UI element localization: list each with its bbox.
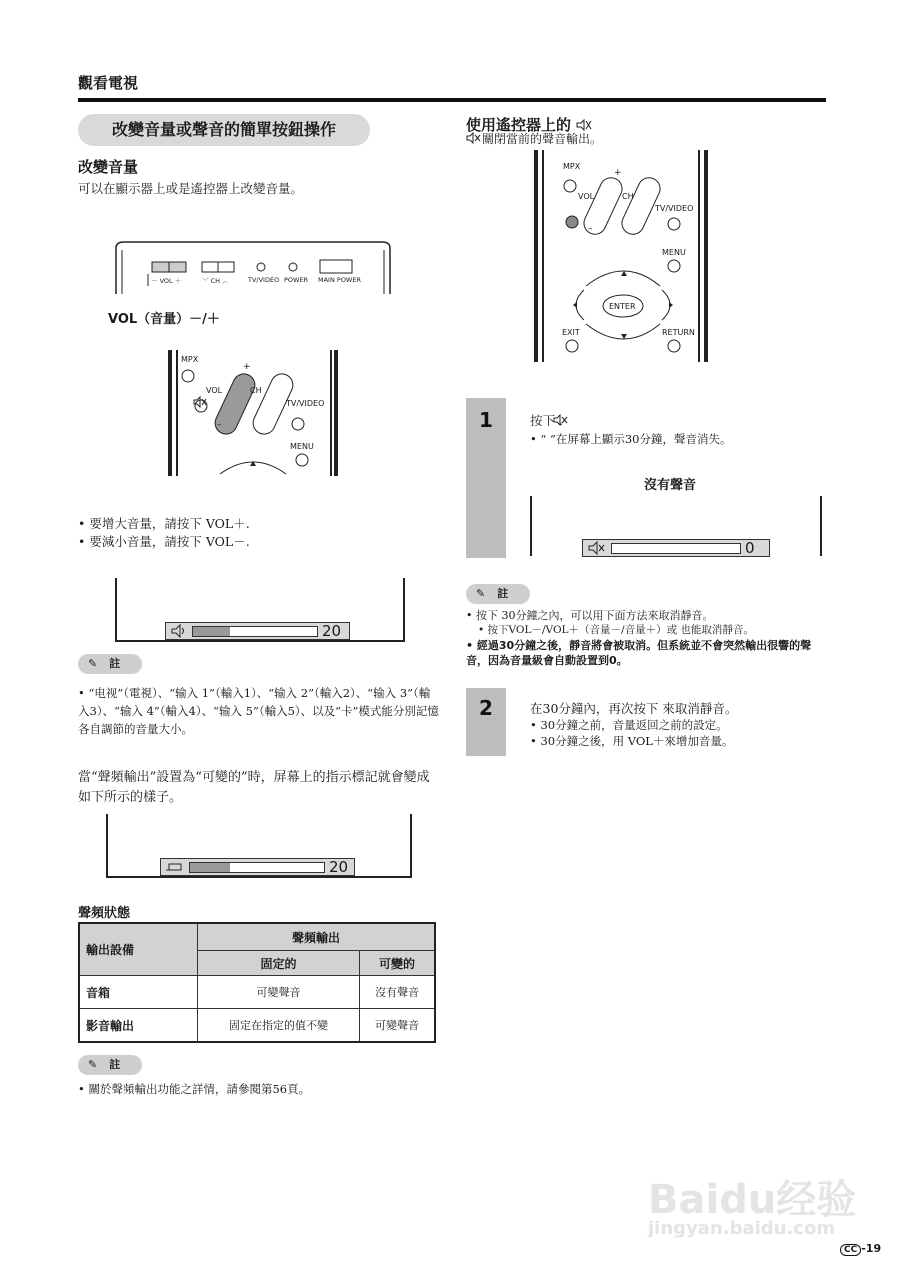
remote-mpx-label: MPX xyxy=(563,162,581,171)
remote-mpx-label: MPX xyxy=(181,355,199,364)
panel-vol-label: － VOL ＋ xyxy=(151,277,182,285)
change-volume-heading: 改變音量 xyxy=(78,158,139,176)
remote-ch-label: CH xyxy=(622,192,634,201)
remote-vol-label: VOL xyxy=(206,386,223,395)
row-variable: 可變聲音 xyxy=(360,1009,435,1043)
paperclip-icon: ✎ xyxy=(88,657,98,670)
audio-out-icon xyxy=(165,861,185,873)
watermark-url: jingyan.baidu.com xyxy=(648,1218,836,1239)
step1-number: 1 xyxy=(479,408,493,432)
note3-text: • 關於聲頻輸出功能之詳情，請參閱第56頁。 xyxy=(78,1080,310,1098)
header-output: 聲頻輸出 xyxy=(198,923,436,951)
header-device: 輸出設備 xyxy=(79,923,198,976)
remote-return-label: RETURN xyxy=(662,328,695,337)
page-header-title: 觀看電視 xyxy=(78,74,139,92)
volume-osd-mute xyxy=(582,539,770,557)
panel-main-power-label: MAIN POWER xyxy=(318,276,361,284)
step2-number: 2 xyxy=(479,696,493,720)
note-badge-3: ✎ 註 xyxy=(78,1055,142,1075)
mute-subtitle: 關閉當前的聲音輸出。 xyxy=(466,130,602,148)
step1-bullet: • “ ”在屏幕上顯示30分鐘，聲音消失。 xyxy=(530,430,732,448)
note-badge-2: ✎ 註 xyxy=(466,584,530,604)
page-number: -19 xyxy=(861,1242,882,1255)
watermark-logo: Baidu经验 xyxy=(648,1177,857,1223)
screen-bottom-2 xyxy=(106,876,412,878)
bullet-decrease: • 要減小音量，請按下 VOL－. xyxy=(78,533,250,551)
row-device: 音箱 xyxy=(79,976,198,1009)
mute-icon xyxy=(193,396,207,408)
step2-bullet-1: • 30分鐘之前，音量返回之前的設定。 xyxy=(530,716,728,734)
tv-panel-illustration xyxy=(108,238,398,298)
variable-paragraph: 當“聲頻輸出”設置為“可變的”時，屏幕上的指示標記就會變成如下所示的樣子。 xyxy=(78,770,430,805)
mute-icon xyxy=(587,541,607,555)
volume-fill-2 xyxy=(190,863,230,872)
panel-tvvideo-label: TV/VIDEO xyxy=(248,276,280,284)
note2-b1-sub: • 按下VOL－/VOL＋（音量－/音量＋）或 也能取消靜音。 xyxy=(478,623,754,638)
note2-b2: • 經過30分鐘之後，靜音將會被取消。但系統並不會突然輸出很響的聲音，因為音量級會自動設置到0。 xyxy=(466,638,828,668)
mute-icon xyxy=(466,132,482,144)
paperclip-icon: ✎ xyxy=(476,587,486,600)
bullet-increase: • 要增大音量，請按下 VOL＋. xyxy=(78,515,250,533)
note2-b1: • 按下 30分鐘之內，可以用下面方法來取消靜音。 xyxy=(466,608,714,623)
remote-minus-label: – xyxy=(217,420,222,430)
volume-track-1 xyxy=(192,626,318,637)
remote-enter-label: ENTER xyxy=(609,302,636,311)
table-row xyxy=(79,1009,435,1043)
audio-status-table xyxy=(78,922,436,1043)
step2-bullet-2: • 30分鐘之後，用 VOL＋來增加音量。 xyxy=(530,732,733,750)
row-fixed: 固定在指定的值不變 xyxy=(198,1009,360,1043)
remote-exit-label: EXIT xyxy=(562,328,580,337)
mute-icon xyxy=(553,414,569,426)
change-volume-desc: 可以在顯示器上或是遙控器上改變音量。 xyxy=(78,181,304,196)
step2-line: 在30分鐘內，再次按下 來取消靜音。 xyxy=(530,701,738,716)
col-fixed: 固定的 xyxy=(198,951,360,976)
no-sound-label: 沒有聲音 xyxy=(644,478,697,493)
remote-illustration-vol xyxy=(168,350,344,476)
vol-caption: VOL（音量）－/＋ xyxy=(108,312,220,327)
screen-bottom-1 xyxy=(115,640,405,642)
panel-ch-label: ﹀ CH ︿ xyxy=(202,277,229,285)
remote-plus-label: + xyxy=(243,362,251,372)
col-variable: 可變的 xyxy=(360,951,435,976)
page-footer xyxy=(840,1242,881,1255)
volume-osd-1 xyxy=(165,622,350,640)
remote-menu-label: MENU xyxy=(662,248,686,257)
volume-value-1: 20 xyxy=(322,622,342,640)
volume-fill-1 xyxy=(193,627,230,636)
volume-value-2: 20 xyxy=(329,858,349,876)
paperclip-icon: ✎ xyxy=(88,1058,98,1071)
speaker-icon xyxy=(170,624,188,638)
mute-heading: 使用遙控器上的 xyxy=(466,114,592,135)
remote-ch-label: CH xyxy=(250,386,262,395)
audio-status-heading: 聲頻狀態 xyxy=(78,906,131,921)
remote-minus-label: – xyxy=(588,224,593,234)
panel-power-label: POWER xyxy=(284,276,309,284)
note1-text: • “电视”（電視）、“输入 1”（輸入1）、“输入 2”（輸入2）、“输入 3”（輸入3）、“输入 4”（輸入4）、“输入 5”（輸入5）、以及“卡”模式能分別記憶各自調節的音量大小。 xyxy=(78,684,440,738)
row-fixed: 可變聲音 xyxy=(198,976,360,1009)
remote-tvvideo-label: TV/VIDEO xyxy=(286,399,325,408)
volume-track-2 xyxy=(189,862,325,873)
cc-badge: CC xyxy=(840,1244,861,1256)
row-variable: 沒有聲音 xyxy=(360,976,435,1009)
note-badge-1: ✎ 註 xyxy=(78,654,142,674)
volume-value-mute: 0 xyxy=(745,539,755,557)
step1-line: 按下 . xyxy=(530,412,569,430)
section-title: 改變音量或聲音的簡單按鈕操作 xyxy=(78,114,370,146)
volume-osd-2 xyxy=(160,858,355,876)
remote-plus-label: + xyxy=(614,168,622,178)
table-row xyxy=(79,976,435,1009)
remote-vol-label: VOL xyxy=(578,192,595,201)
remote-menu-label: MENU xyxy=(290,442,314,451)
volume-track-mute xyxy=(611,543,741,554)
remote-tvvideo-label: TV/VIDEO xyxy=(655,204,694,213)
row-device: 影音輸出 xyxy=(79,1009,198,1043)
header-rule xyxy=(78,98,826,102)
